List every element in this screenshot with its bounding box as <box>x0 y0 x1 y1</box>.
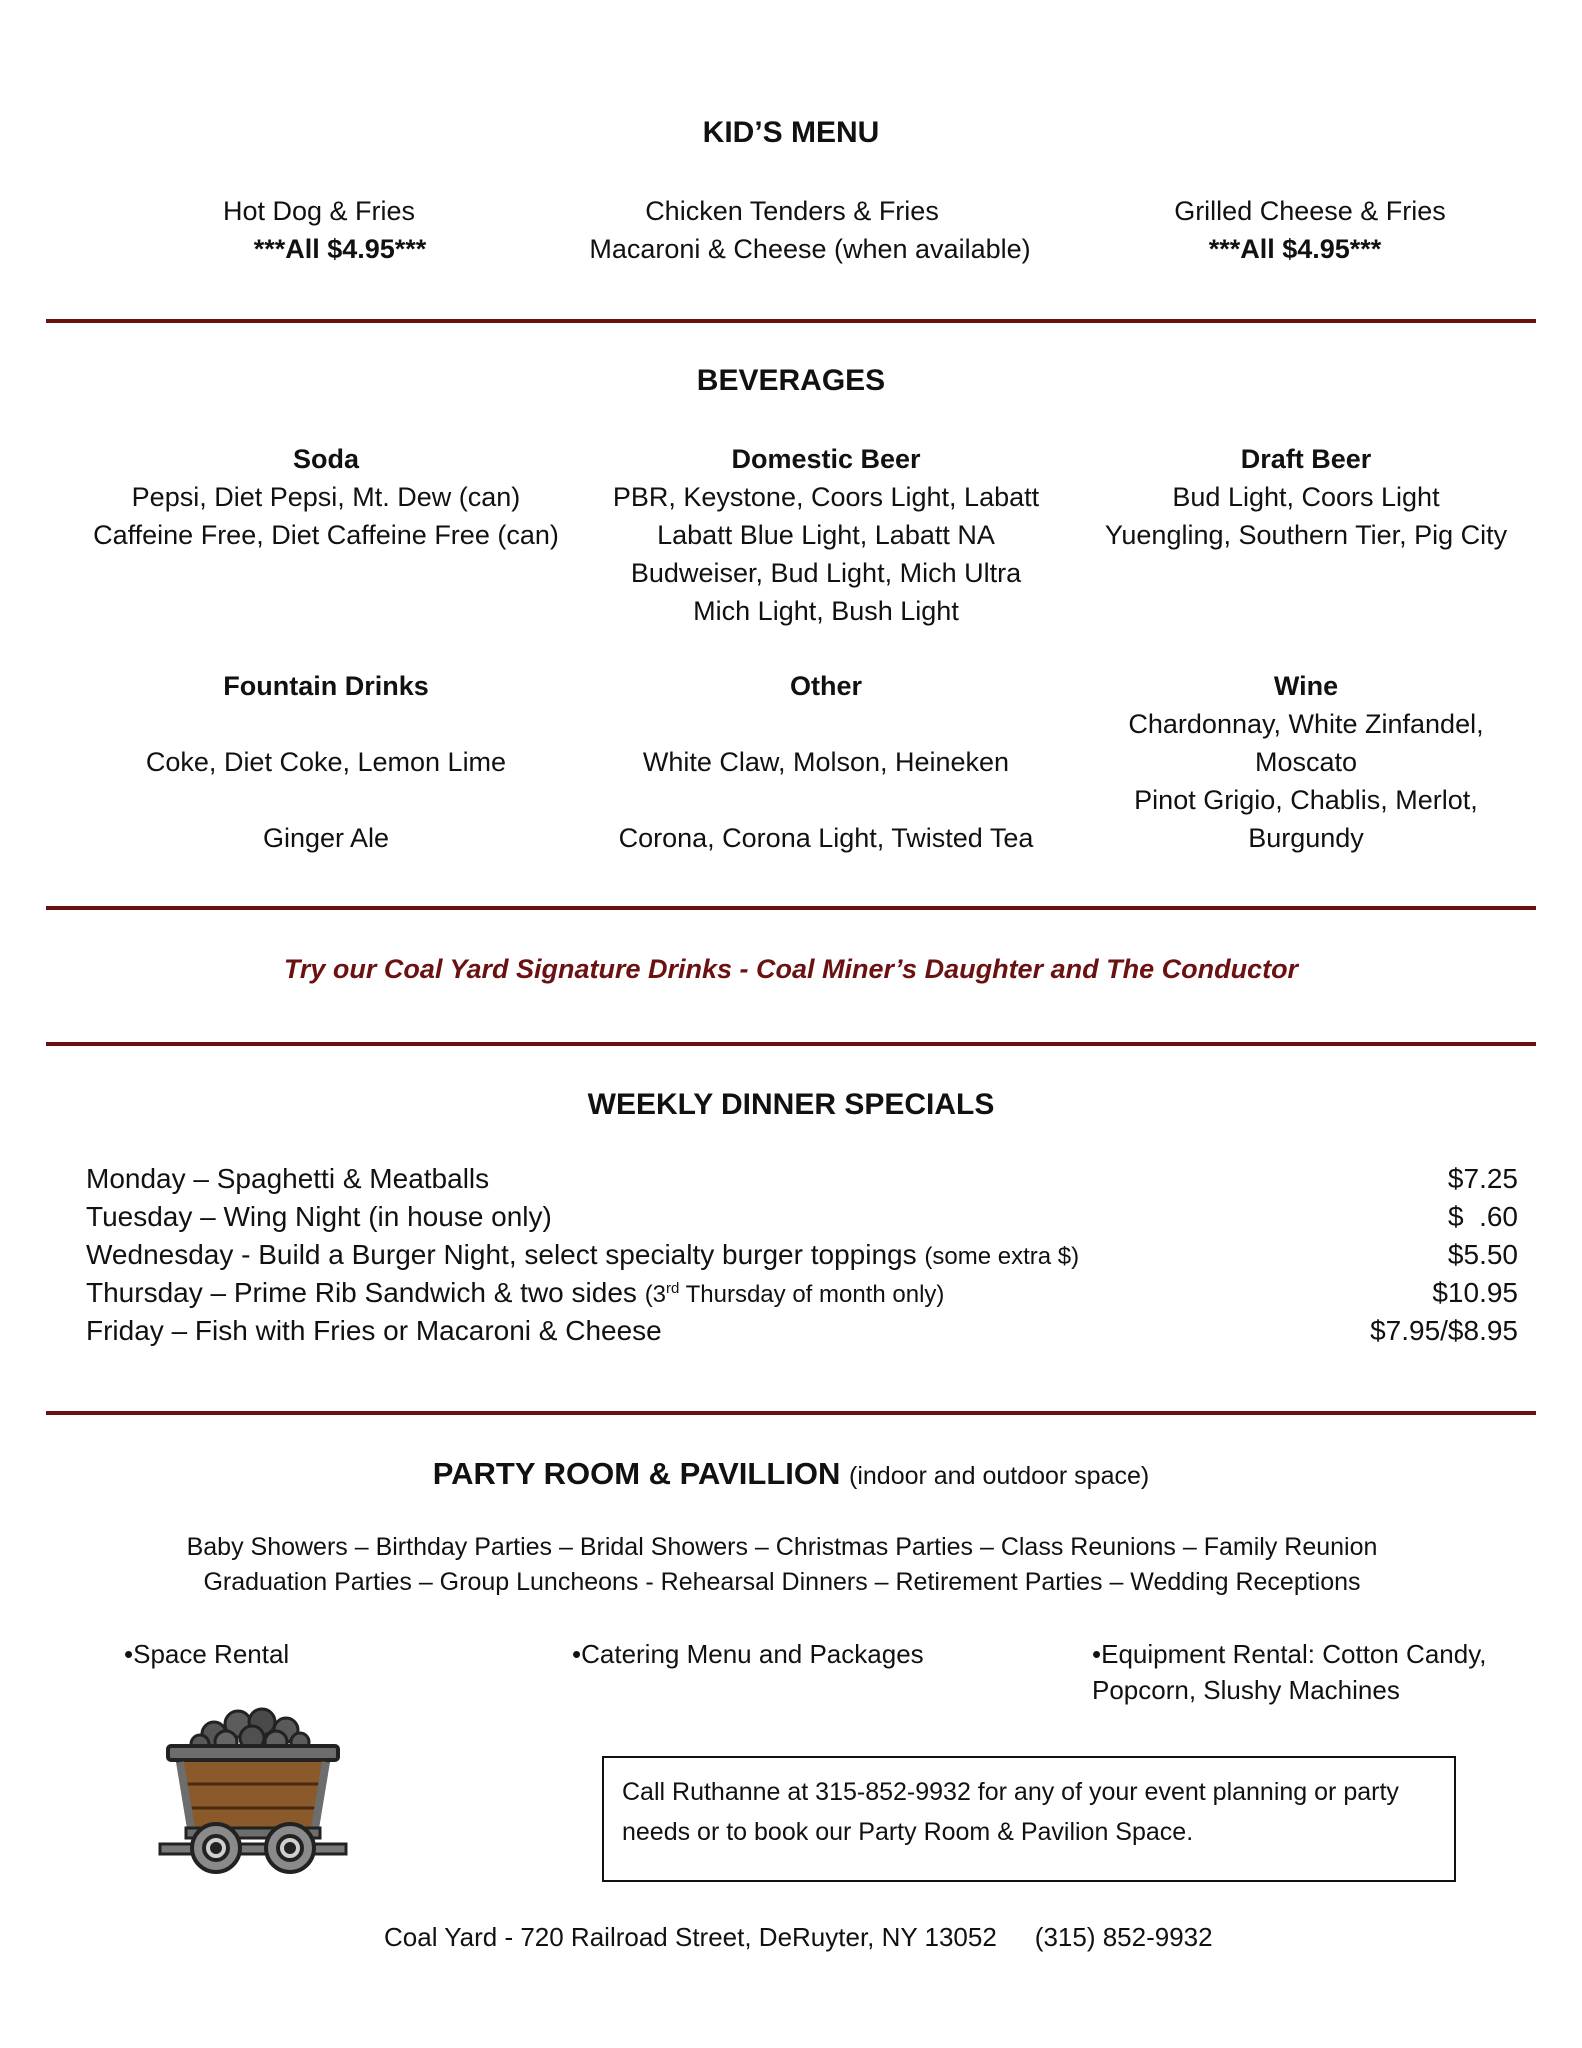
soda-heading: Soda <box>292 444 359 474</box>
contact-callout-line: Call Ruthanne at 315-852-9932 for any of your event planning or party <box>622 1778 1399 1806</box>
special-row <box>86 1163 1518 1201</box>
kids-price: ***All $4.95*** <box>1208 234 1382 264</box>
special-description: Monday – Spaghetti & Meatballs <box>86 1163 490 1194</box>
event-types-line-2: Graduation Parties – Group Luncheons - Rehearsal Dinners – Retirement Parties – Wedding Receptions <box>203 1568 1361 1596</box>
signature-drinks-banner: Try our Coal Yard Signature Drinks - Coal Miner’s Daughter and The Conductor <box>283 954 1299 984</box>
special-description: Friday – Fish with Fries or Macaroni & Cheese <box>86 1315 662 1346</box>
beverage-line: Mich Light, Bush Light <box>693 596 959 626</box>
special-description: Thursday – Prime Rib Sandwich & two sides <box>86 1277 637 1308</box>
special-row <box>86 1201 1518 1239</box>
contact-callout-line: needs or to book our Party Room & Pavilion Space. <box>622 1818 1194 1846</box>
beverage-line: Labatt Blue Light, Labatt NA <box>657 520 995 550</box>
beverage-line: Coke, Diet Coke, Lemon Lime <box>145 747 507 777</box>
catering-bullet: •Catering Menu and Packages <box>572 1639 924 1669</box>
beverages-title: BEVERAGES <box>696 364 886 397</box>
kids-item: Grilled Cheese & Fries <box>1174 196 1446 226</box>
equipment-rental-bullet: •Equipment Rental: Cotton Candy, Popcorn, Slushy Machines <box>1092 1639 1487 1705</box>
special-description: Tuesday – Wing Night (in house only) <box>86 1201 552 1232</box>
special-description: Wednesday - Build a Burger Night, select specialty burger toppings <box>86 1239 917 1270</box>
divider <box>46 906 1536 910</box>
beverage-line: Moscato <box>1254 747 1358 777</box>
coal-mine-cart-icon <box>158 1706 348 1874</box>
wine-heading: Wine <box>1273 671 1339 701</box>
wine-column <box>1076 667 1536 857</box>
draft-beer-heading: Draft Beer <box>1240 444 1372 474</box>
party-room-heading: PARTY ROOM & PAVILLION <box>432 1456 841 1491</box>
kids-menu-title: KID’S MENU <box>702 116 880 149</box>
beverage-line: Yuengling, Southern Tier, Pig City <box>1104 520 1508 550</box>
kids-col-2 <box>560 192 1060 268</box>
event-types-line-1: Baby Showers – Birthday Parties – Bridal Showers – Christmas Parties – Class Reunions – Family Reunion <box>186 1533 1378 1561</box>
contact-callout-box <box>602 1756 1456 1882</box>
special-price: $7.95/$8.95 <box>1370 1315 1518 1346</box>
special-price: $5.50 <box>1447 1239 1518 1270</box>
party-room-subtitle: (indoor and outdoor space) <box>849 1462 1150 1490</box>
beverage-line: Caffeine Free, Diet Caffeine Free (can) <box>93 520 559 550</box>
soda-column <box>56 440 596 554</box>
kids-item: Macaroni & Cheese (when available) <box>589 234 1031 264</box>
kids-item: Chicken Tenders & Fries <box>645 196 939 226</box>
special-price: $10.95 <box>1432 1277 1518 1308</box>
beverage-line: Pinot Grigio, Chablis, Merlot, <box>1134 785 1478 815</box>
beverage-line: PBR, Keystone, Coors Light, Labatt <box>612 482 1040 512</box>
kids-price: ***All $4.95*** <box>253 234 427 264</box>
footer <box>384 1922 1213 1953</box>
special-note: (some extra $) <box>924 1243 1080 1270</box>
other-drinks-column <box>576 667 1076 857</box>
special-price: $7.25 <box>1447 1163 1518 1194</box>
special-row <box>86 1239 1518 1277</box>
beverage-line: White Claw, Molson, Heineken <box>642 747 1010 777</box>
beverage-line: Chardonnay, White Zinfandel, <box>1128 709 1484 739</box>
special-note: (3rd Thursday of month only) <box>644 1280 945 1308</box>
beverage-line: Corona, Corona Light, Twisted Tea <box>618 823 1034 853</box>
beverage-line: Burgundy <box>1248 823 1364 853</box>
kids-item: Hot Dog & Fries <box>222 196 416 226</box>
draft-beer-column <box>1076 440 1536 554</box>
divider <box>46 1042 1536 1046</box>
divider <box>46 319 1536 323</box>
beverage-line: Budweiser, Bud Light, Mich Ultra <box>630 558 1022 588</box>
domestic-beer-column <box>576 440 1076 630</box>
footer-phone: (315) 852-9932 <box>1034 1922 1213 1952</box>
domestic-beer-heading: Domestic Beer <box>731 444 921 474</box>
beverage-line: Pepsi, Diet Pepsi, Mt. Dew (can) <box>131 482 521 512</box>
special-price: $ .60 <box>1447 1201 1518 1232</box>
special-row <box>86 1315 1518 1353</box>
specials-title: WEEKLY DINNER SPECIALS <box>587 1088 995 1121</box>
party-room-title <box>0 1456 1582 1492</box>
space-rental-bullet: •Space Rental <box>124 1639 290 1669</box>
beverage-line: Bud Light, Coors Light <box>1172 482 1440 512</box>
other-drinks-heading: Other <box>789 671 862 701</box>
special-row <box>86 1277 1518 1315</box>
divider <box>46 1411 1536 1415</box>
fountain-drinks-heading: Fountain Drinks <box>223 671 429 701</box>
kids-col-3 <box>1080 192 1520 268</box>
beverage-line: Ginger Ale <box>262 823 390 853</box>
footer-address: Coal Yard - 720 Railroad Street, DeRuyter, NY 13052 <box>384 1922 997 1952</box>
fountain-drinks-column <box>56 667 596 857</box>
kids-col-1 <box>130 192 550 268</box>
